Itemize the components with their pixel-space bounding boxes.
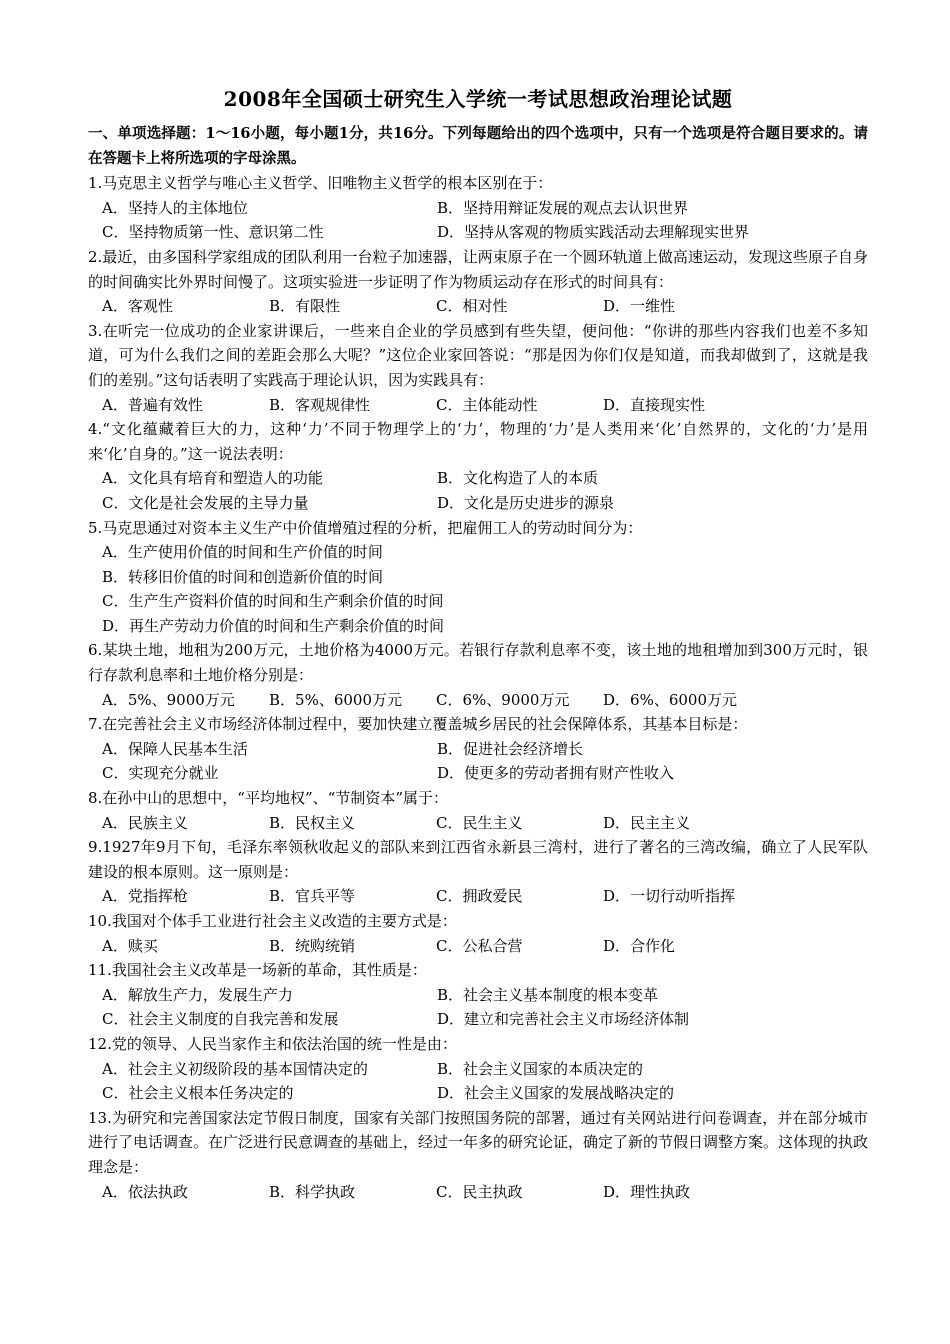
option-b: B．5%、6000万元 — [269, 690, 402, 709]
section-header: 一、单项选择题：1～16小题，每小题1分，共16分。下列每题给出的四个选项中，只有一个选项是符合题目要求的。请在答题卡上将所选项的字母涂黑。 — [88, 125, 868, 167]
option-group — [88, 1057, 868, 1106]
option-group — [88, 934, 868, 959]
option-b: B．民权主义 — [269, 813, 356, 832]
option-group — [88, 294, 868, 319]
option-d: D．理性执政 — [603, 1182, 691, 1201]
option-c: C．社会主义制度的自我完善和发展 — [102, 1010, 339, 1029]
option-a: A．生产使用价值的时间和生产价值的时间 — [102, 543, 383, 562]
question-stem: 2.最近，由多国科学家组成的团队利用一台粒子加速器，让两束原子在一个圆环轨道上做高速运动，发现这些原子自身的时间确实比外界时间慢了。这项实验进一步证明了作为物质运动存在形式的时间具有： — [88, 247, 868, 291]
option-group — [88, 688, 868, 713]
question-stem: 11.我国社会主义改革是一场新的革命，其性质是： — [88, 961, 427, 980]
option-a: A．社会主义初级阶段的基本国情决定的 — [102, 1059, 368, 1078]
question-5 — [88, 516, 868, 639]
question-9 — [88, 835, 868, 909]
option-c: C．6%、9000万元 — [436, 690, 570, 709]
question-list — [88, 171, 868, 1204]
exam-page — [88, 84, 868, 1204]
option-b: B．社会主义基本制度的根本变革 — [437, 985, 659, 1004]
option-b: B．科学执政 — [269, 1182, 356, 1201]
option-b: B．有限性 — [269, 297, 341, 316]
option-c: C．社会主义根本任务决定的 — [102, 1084, 294, 1103]
option-d: D．直接现实性 — [603, 395, 706, 414]
option-c: C．文化是社会发展的主导力量 — [102, 493, 309, 512]
question-stem: 6.某块土地，地租为200万元，土地价格为4000万元。若银行存款利息率不变，该土地的地租增加到300万元时，银行存款利息率和土地价格分别是： — [88, 641, 868, 685]
question-10 — [88, 909, 868, 958]
option-c: C．坚持物质第一性、意识第二性 — [102, 223, 324, 242]
option-c: C．民主执政 — [436, 1182, 523, 1201]
question-stem: 12.党的领导、人民当家作主和依法治国的统一性是由： — [88, 1034, 457, 1053]
option-a: A．赎买 — [102, 936, 158, 955]
option-a: A．客观性 — [102, 297, 173, 316]
question-stem: 10.我国对个体手工业进行社会主义改造的主要方式是： — [88, 912, 457, 930]
option-d: D．一维性 — [603, 297, 676, 316]
option-d: D．社会主义国家的发展战略决定的 — [437, 1084, 675, 1103]
option-group — [88, 466, 868, 515]
option-group — [88, 737, 868, 786]
option-c: C．民生主义 — [436, 813, 523, 832]
option-a: A．普遍有效性 — [102, 395, 203, 414]
question-2 — [88, 245, 868, 319]
option-d: D．文化是历史进步的源泉 — [437, 493, 615, 512]
option-a: A．文化具有培育和塑造人的功能 — [102, 469, 323, 488]
option-group — [88, 983, 868, 1032]
option-d: D．再生产劳动力价值的时间和生产剩余价值的时间 — [102, 616, 445, 635]
option-group — [88, 540, 868, 638]
question-stem: 4.“文化蕴藏着巨大的力，这种‘力’不同于物理学上的‘力’，物理的‘力’是人类用来‘化’自然界的，文化的‘力’是用来‘化’自身的。”这一说法表明： — [88, 420, 868, 463]
option-b: B．客观规律性 — [269, 395, 371, 414]
option-d: D．坚持从客观的物质实践活动去理解现实世界 — [437, 223, 750, 242]
option-a: A．解放生产力，发展生产力 — [102, 985, 293, 1004]
option-a: A．民族主义 — [102, 813, 188, 832]
option-a: A．党指挥枪 — [102, 887, 188, 906]
option-c: C．拥政爱民 — [436, 887, 523, 906]
option-c: C．主体能动性 — [436, 395, 538, 414]
question-6 — [88, 638, 868, 712]
question-stem: 3.在听完一位成功的企业家讲课后，一些来自企业的学员感到有些失望，便问他：“你讲的那些内容我们也差不多知道，可为什么我们之间的差距会那么大呢？”这位企业家回答说：“那是因为你们仅是知道，而我却做到了，这就是我们的差别。”这句话表明了实践高于理论认识，因为实践具有： — [88, 321, 868, 389]
question-stem: 5.马克思通过对资本主义生产中价值增殖过程的分析，把雇佣工人的劳动时间分为： — [88, 518, 643, 537]
option-b: B．坚持用辩证发展的观点去认识世界 — [437, 198, 689, 217]
question-11 — [88, 958, 868, 1032]
question-stem: 9.1927年9月下旬，毛泽东率领秋收起义的部队来到江西省永新县三湾村，进行了著名的三湾改编，确立了人民军队建设的根本原则。这一原则是： — [88, 838, 868, 881]
option-group — [88, 811, 868, 836]
question-stem: 7.在完善社会主义市场经济体制过程中，要加快建立覆盖城乡居民的社会保障体系，其基本目标是： — [88, 715, 748, 734]
option-a: A．依法执政 — [102, 1182, 188, 1201]
question-stem: 8.在孙中山的思想中，“平均地权”、“节制资本”属于： — [88, 789, 448, 808]
option-b: B．促进社会经济增长 — [437, 739, 584, 758]
question-7 — [88, 712, 868, 786]
question-1 — [88, 171, 868, 245]
option-d: D．合作化 — [603, 936, 676, 955]
option-a: A．保障人民基本生活 — [102, 739, 248, 758]
option-group — [88, 884, 868, 909]
question-12 — [88, 1032, 868, 1106]
option-b: B．统购统销 — [269, 936, 356, 955]
option-group — [88, 1180, 868, 1205]
question-8 — [88, 786, 868, 835]
option-b: B．官兵平等 — [269, 887, 356, 906]
option-d: D．一切行动听指挥 — [603, 887, 736, 906]
option-b: B．文化构造了人的本质 — [437, 469, 599, 488]
option-c: C．实现充分就业 — [102, 764, 219, 783]
option-d: D．6%、6000万元 — [603, 690, 737, 709]
option-group — [88, 196, 868, 245]
option-c: C．公私合营 — [436, 936, 523, 955]
question-13 — [88, 1106, 868, 1204]
question-stem: 1.马克思主义哲学与唯心主义哲学、旧唯物主义哲学的根本区别在于： — [88, 174, 553, 193]
option-d: D．使更多的劳动者拥有财产性收入 — [437, 764, 675, 783]
option-c: C．生产生产资料价值的时间和生产剩余价值的时间 — [102, 592, 444, 611]
option-d: D．民主主义 — [603, 813, 691, 832]
option-c: C．相对性 — [436, 297, 508, 316]
question-4 — [88, 417, 868, 515]
option-b: B．转移旧价值的时间和创造新价值的时间 — [102, 567, 384, 586]
option-a: A．坚持人的主体地位 — [102, 198, 248, 217]
option-b: B．社会主义国家的本质决定的 — [437, 1059, 644, 1078]
option-d: D．建立和完善社会主义市场经济体制 — [437, 1010, 690, 1029]
option-group — [88, 393, 868, 418]
question-stem: 13.为研究和完善国家法定节假日制度，国家有关部门按照国务院的部署，通过有关网站进行问卷调查，并在部分城市进行了电话调查。在广泛进行民意调查的基础上，经过一年多的研究论证，确定了新的节假日调整方案。这体现的执政理念是： — [88, 1108, 869, 1176]
question-3 — [88, 319, 868, 417]
exam-title: 2008年全国硕士研究生入学统一考试思想政治理论试题 — [223, 87, 733, 111]
option-a: A．5%、9000万元 — [102, 690, 235, 709]
